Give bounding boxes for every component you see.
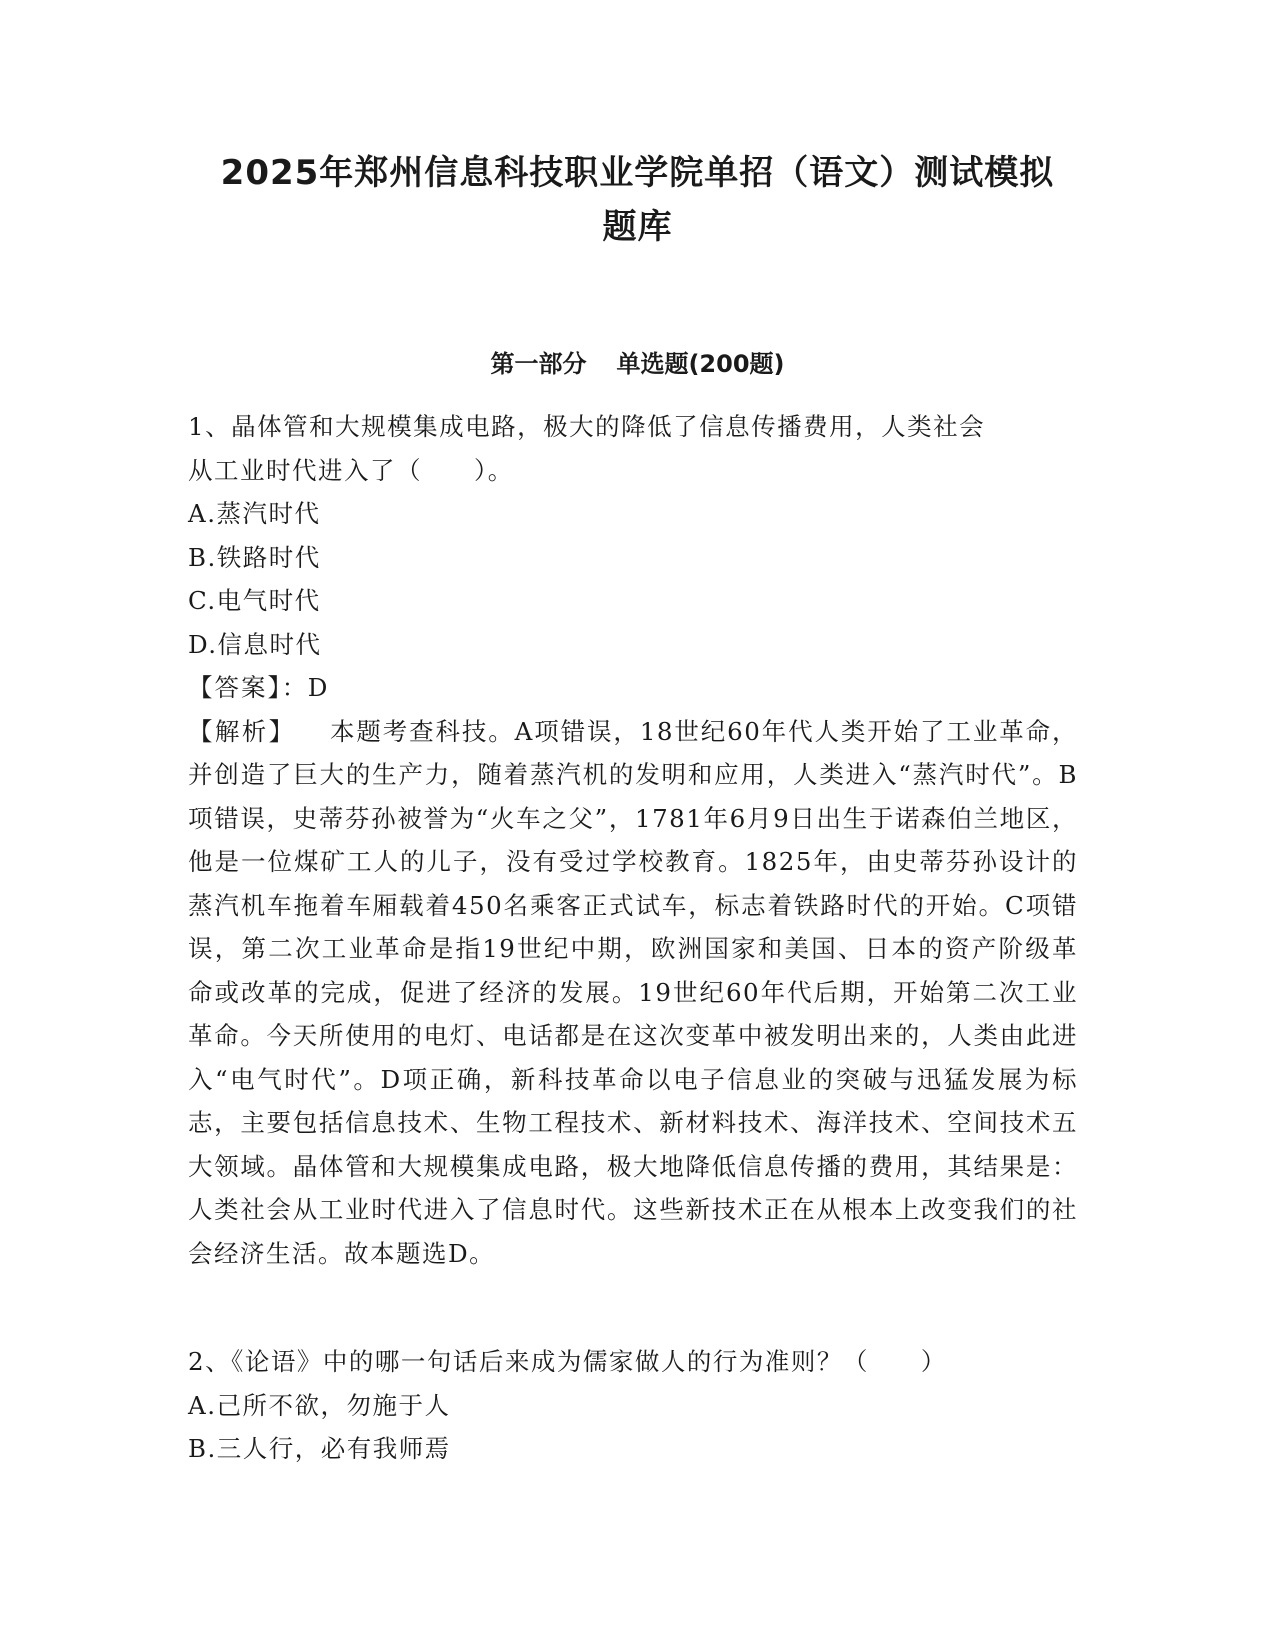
question-1-stem-line-1: 1、晶体管和大规模集成电路，极大的降低了信息传播费用，人类社会	[188, 412, 986, 441]
question-1-option-c: C.电气时代	[188, 586, 321, 615]
document-title-line-1: 2025年郑州信息科技职业学院单招（语文）测试模拟	[220, 153, 1055, 193]
section-part: 第一部分	[490, 350, 587, 378]
section-heading	[150, 346, 1125, 382]
answer-label: 【答案】	[188, 673, 282, 702]
explanation-label: 【解析】	[188, 716, 296, 746]
question-1	[188, 405, 1078, 1275]
section-name: 单选题(200题)	[616, 350, 785, 378]
document-title	[150, 146, 1125, 254]
explanation-text: 本题考查科技。A项错误，18世纪60年代人类开始了工业革命，并创造了巨大的生产力，随着蒸汽机的发明和应用，人类进入“蒸汽时代”。B项错误，史蒂芬孙被誉为“火车之父”，1781年6月9日出生于诺森伯兰地区，他是一位煤矿工人的儿子，没有受过学校教育。1825年，由史蒂芬孙设计的蒸汽机车拖着车厢载着450名乘客正式试车，标志着铁路时代的开始。C项错误，第二次工业革命是指19世纪中期，欧洲国家和美国、日本的资产阶级革命或改革的完成，促进了经济的发展。19世纪60年代后期，开始第二次工业革命。今天所使用的电灯、电话都是在这次变革中被发明出来的，人类由此进入“电气时代”。D项正确，新科技革命以电子信息业的突破与迅猛发展为标志，主要包括信息技术、生物工程技术、新材料技术、海洋技术、空间技术五大领域。晶体管和大规模集成电路，极大地降低信息传播的费用，其结果是：人类社会从工业时代进入了信息时代。这些新技术正在从根本上改变我们的社会经济生活。故本题选D。	[188, 716, 1078, 1268]
question-2-stem-line-1: 2、《论语》中的哪一句话后来成为儒家做人的行为准则？（ ）	[188, 1347, 947, 1376]
question-1-answer	[188, 666, 1078, 710]
question-2	[188, 1340, 1078, 1471]
question-2-option-a: A.己所不欲，勿施于人	[188, 1390, 451, 1420]
question-2-option-b: B.三人行，必有我师焉	[188, 1434, 451, 1463]
document-title-line-2: 题库	[602, 207, 673, 247]
question-1-explanation	[188, 710, 1078, 1276]
question-1-option-a: A.蒸汽时代	[188, 499, 321, 528]
question-1-option-b: B.铁路时代	[188, 542, 321, 572]
question-1-option-d: D.信息时代	[188, 629, 322, 659]
question-1-stem-line-2: 从工业时代进入了（ ）。	[188, 455, 514, 485]
answer-value: ：D	[281, 673, 329, 702]
